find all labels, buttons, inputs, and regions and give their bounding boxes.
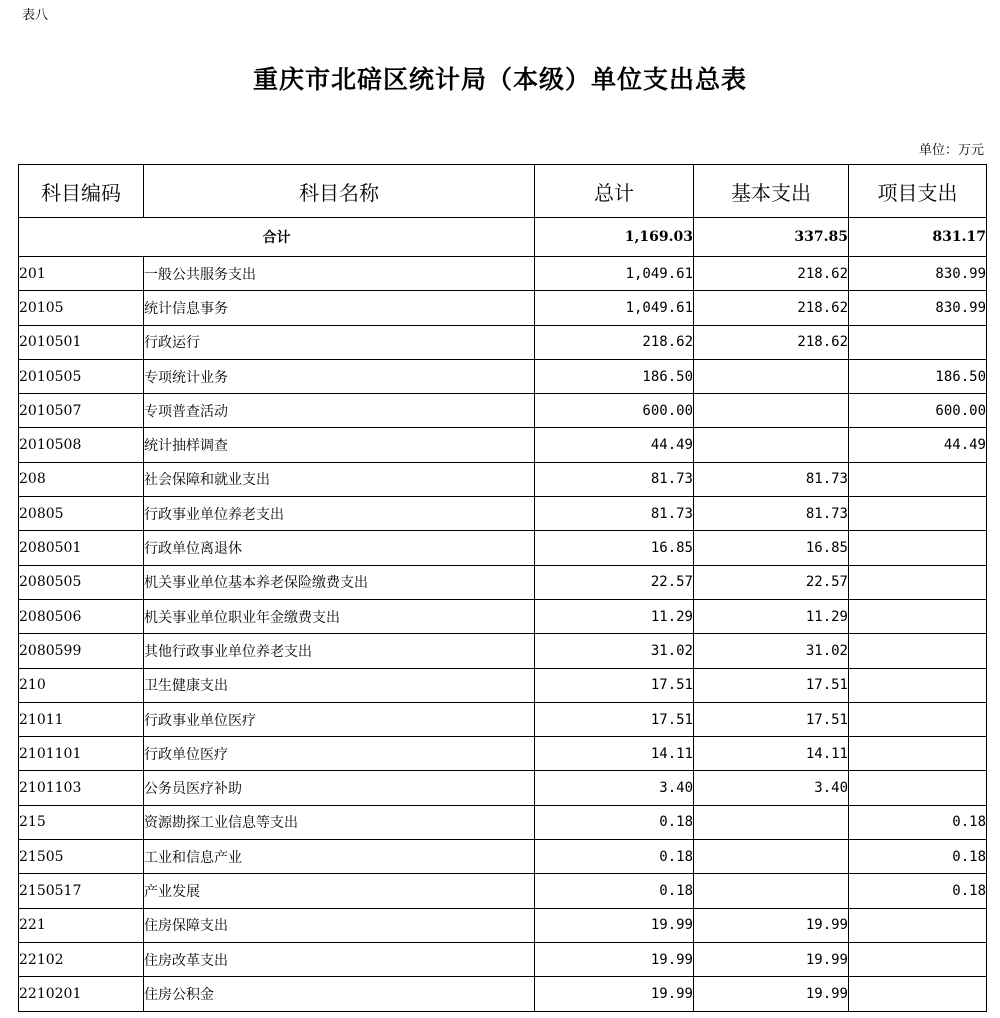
header-total: 总计	[535, 165, 694, 218]
row-total: 31.02	[535, 634, 694, 668]
row-project: 830.99	[849, 257, 987, 291]
row-name: 专项统计业务	[144, 359, 535, 393]
row-code: 2010507	[19, 394, 144, 428]
row-project	[849, 702, 987, 736]
row-basic: 19.99	[694, 977, 849, 1011]
table-row	[19, 737, 987, 771]
row-total: 1,049.61	[535, 257, 694, 291]
table-row	[19, 257, 987, 291]
row-code: 2080599	[19, 634, 144, 668]
row-project: 830.99	[849, 291, 987, 325]
row-total: 44.49	[535, 428, 694, 462]
row-project: 0.18	[849, 874, 987, 908]
row-basic: 17.51	[694, 668, 849, 702]
row-basic	[694, 428, 849, 462]
row-total: 218.62	[535, 325, 694, 359]
row-name: 行政运行	[144, 325, 535, 359]
table-row	[19, 668, 987, 702]
table-row	[19, 599, 987, 633]
row-code: 2210201	[19, 977, 144, 1011]
row-total: 0.18	[535, 805, 694, 839]
table-row	[19, 702, 987, 736]
row-basic: 3.40	[694, 771, 849, 805]
row-basic: 218.62	[694, 291, 849, 325]
row-basic: 16.85	[694, 531, 849, 565]
row-basic: 14.11	[694, 737, 849, 771]
row-name: 行政事业单位医疗	[144, 702, 535, 736]
total-row	[19, 218, 987, 257]
row-basic: 19.99	[694, 942, 849, 976]
row-project	[849, 462, 987, 496]
row-project	[849, 531, 987, 565]
row-basic: 22.57	[694, 565, 849, 599]
unit-label: 单位：万元	[918, 143, 984, 158]
row-name: 住房改革支出	[144, 942, 535, 976]
row-code: 21505	[19, 840, 144, 874]
row-basic: 31.02	[694, 634, 849, 668]
row-name: 机关事业单位职业年金缴费支出	[144, 599, 535, 633]
row-code: 20105	[19, 291, 144, 325]
row-name: 统计信息事务	[144, 291, 535, 325]
row-project: 600.00	[849, 394, 987, 428]
row-name: 公务员医疗补助	[144, 771, 535, 805]
table-row	[19, 874, 987, 908]
row-code: 2080506	[19, 599, 144, 633]
row-name: 行政事业单位养老支出	[144, 497, 535, 531]
row-basic: 81.73	[694, 462, 849, 496]
row-project	[849, 325, 987, 359]
expenditure-table	[18, 164, 987, 1012]
row-total: 17.51	[535, 702, 694, 736]
row-name: 产业发展	[144, 874, 535, 908]
row-basic	[694, 394, 849, 428]
row-total: 11.29	[535, 599, 694, 633]
row-code: 2010505	[19, 359, 144, 393]
header-row	[19, 165, 987, 218]
table-row	[19, 908, 987, 942]
row-name: 卫生健康支出	[144, 668, 535, 702]
row-basic	[694, 359, 849, 393]
row-project: 186.50	[849, 359, 987, 393]
table-row	[19, 497, 987, 531]
total-label: 合计	[19, 218, 535, 257]
row-total: 81.73	[535, 462, 694, 496]
table-row	[19, 359, 987, 393]
row-total: 19.99	[535, 977, 694, 1011]
row-basic	[694, 874, 849, 908]
row-name: 资源勘探工业信息等支出	[144, 805, 535, 839]
table-row	[19, 325, 987, 359]
table-number-label: 表八	[22, 8, 49, 23]
row-project	[849, 737, 987, 771]
row-code: 21011	[19, 702, 144, 736]
row-project	[849, 634, 987, 668]
table-row	[19, 771, 987, 805]
row-name: 一般公共服务支出	[144, 257, 535, 291]
row-total: 81.73	[535, 497, 694, 531]
table-row	[19, 634, 987, 668]
row-name: 住房保障支出	[144, 908, 535, 942]
row-name: 行政单位离退休	[144, 531, 535, 565]
table-row	[19, 531, 987, 565]
row-total: 600.00	[535, 394, 694, 428]
row-name: 住房公积金	[144, 977, 535, 1011]
row-code: 2010508	[19, 428, 144, 462]
row-project	[849, 908, 987, 942]
row-total: 0.18	[535, 874, 694, 908]
row-project: 0.18	[849, 805, 987, 839]
row-total: 17.51	[535, 668, 694, 702]
row-project	[849, 771, 987, 805]
row-basic: 17.51	[694, 702, 849, 736]
row-basic: 11.29	[694, 599, 849, 633]
row-project	[849, 599, 987, 633]
row-project: 0.18	[849, 840, 987, 874]
header-name: 科目名称	[144, 165, 535, 218]
total-sum: 1,169.03	[535, 218, 694, 257]
row-name: 社会保障和就业支出	[144, 462, 535, 496]
row-total: 16.85	[535, 531, 694, 565]
row-name: 行政单位医疗	[144, 737, 535, 771]
row-basic: 218.62	[694, 325, 849, 359]
row-project	[849, 565, 987, 599]
row-total: 1,049.61	[535, 291, 694, 325]
table-row	[19, 942, 987, 976]
row-basic	[694, 805, 849, 839]
total-project: 831.17	[849, 218, 987, 257]
row-code: 2080505	[19, 565, 144, 599]
row-code: 2150517	[19, 874, 144, 908]
header-code: 科目编码	[19, 165, 144, 218]
row-name: 专项普查活动	[144, 394, 535, 428]
table-row	[19, 565, 987, 599]
row-name: 工业和信息产业	[144, 840, 535, 874]
table-row	[19, 805, 987, 839]
header-basic: 基本支出	[694, 165, 849, 218]
page-title: 重庆市北碚区统计局（本级）单位支出总表	[252, 65, 747, 94]
row-total: 19.99	[535, 908, 694, 942]
table-row	[19, 462, 987, 496]
row-name: 其他行政事业单位养老支出	[144, 634, 535, 668]
row-total: 22.57	[535, 565, 694, 599]
row-total: 0.18	[535, 840, 694, 874]
row-code: 2101101	[19, 737, 144, 771]
table-row	[19, 394, 987, 428]
row-basic: 218.62	[694, 257, 849, 291]
row-code: 2010501	[19, 325, 144, 359]
total-basic: 337.85	[694, 218, 849, 257]
row-project: 44.49	[849, 428, 987, 462]
row-total: 19.99	[535, 942, 694, 976]
table-row	[19, 291, 987, 325]
row-name: 机关事业单位基本养老保险缴费支出	[144, 565, 535, 599]
row-code: 215	[19, 805, 144, 839]
row-code: 2080501	[19, 531, 144, 565]
row-project	[849, 977, 987, 1011]
row-basic: 81.73	[694, 497, 849, 531]
table-row	[19, 840, 987, 874]
row-total: 186.50	[535, 359, 694, 393]
row-basic	[694, 840, 849, 874]
header-project: 项目支出	[849, 165, 987, 218]
row-code: 2101103	[19, 771, 144, 805]
row-code: 221	[19, 908, 144, 942]
row-basic: 19.99	[694, 908, 849, 942]
row-total: 14.11	[535, 737, 694, 771]
row-code: 210	[19, 668, 144, 702]
row-code: 208	[19, 462, 144, 496]
row-code: 22102	[19, 942, 144, 976]
row-total: 3.40	[535, 771, 694, 805]
row-project	[849, 497, 987, 531]
table-row	[19, 977, 987, 1011]
row-name: 统计抽样调查	[144, 428, 535, 462]
row-code: 201	[19, 257, 144, 291]
row-project	[849, 668, 987, 702]
row-code: 20805	[19, 497, 144, 531]
row-project	[849, 942, 987, 976]
table-row	[19, 428, 987, 462]
